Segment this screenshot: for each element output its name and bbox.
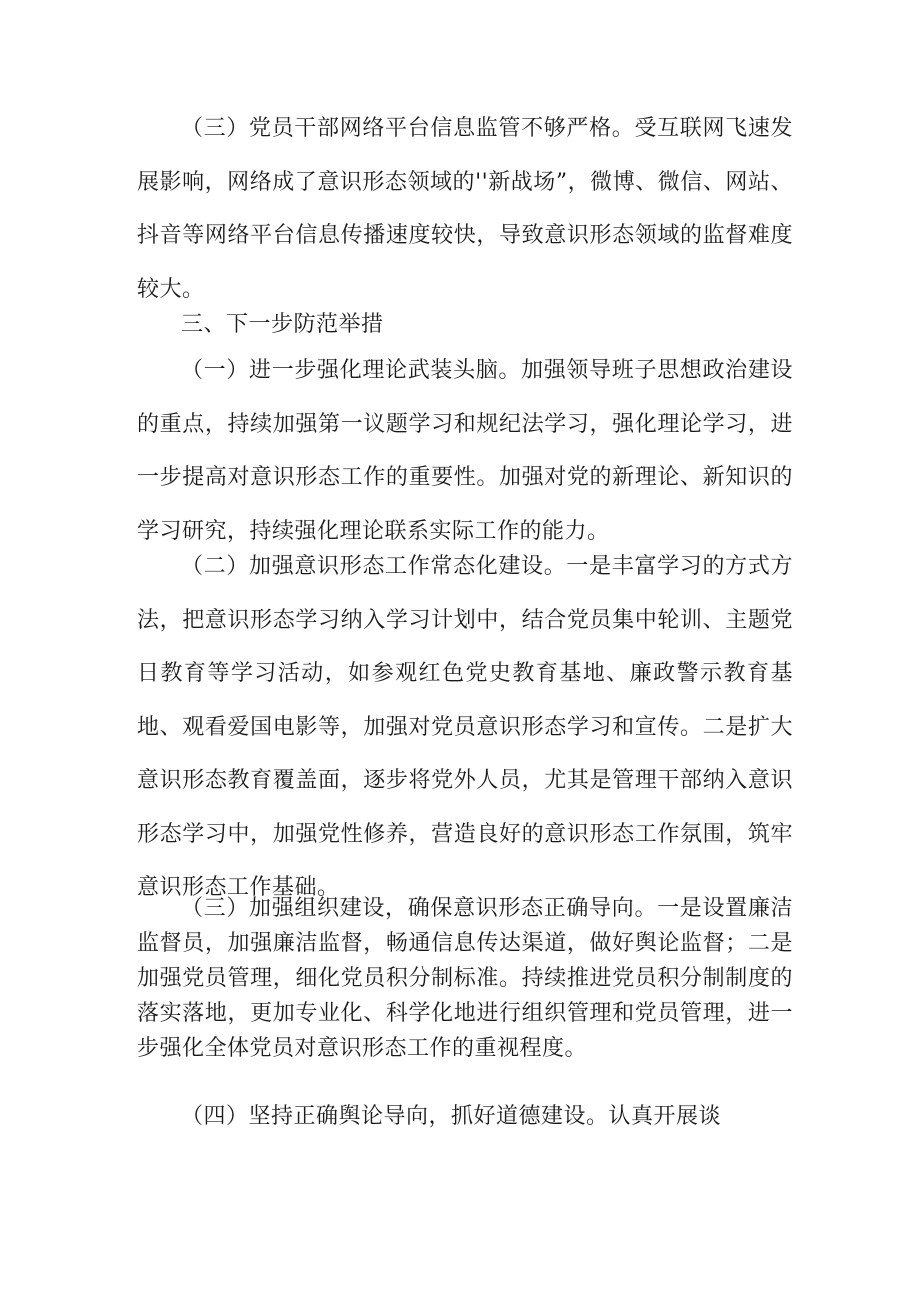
section-heading-next-steps: 三、下一步防范举措 [181, 312, 384, 337]
paragraph-normalization: （二）加强意识形态工作常态化建设。一是丰富学习的方式方法，把意识形态学习纳入学习计划中，结合党员集中轮训、主题党日教育等学习活动，如参观红色党史教育基地、廉政警示教育基地、观看爱国电影等，加强对党员意识形态学习和宣传。二是扩大意识形态教育覆盖面，逐步将党外人员，尤其是管理干部纳入意识形态学习中，加强党性修养，营造良好的意识形态工作氛围，筑牢意识形态工作基础。 [137, 554, 793, 900]
paragraph-theory-study: （一）进一步强化理论武装头脑。加强领导班子思想政治建设的重点，持续加强第一议题学习和规纪法学习，强化理论学习，进一步提高对意识形态工作的重要性。加强对党的新理论、新知识的学习研究，持续强化理论联系实际工作的能力。 [137, 358, 793, 544]
paragraph-organization: （三）加强组织建设，确保意识形态正确导向。一是设置廉洁监督员，加强廉洁监督，畅通信息传达渠道，做好舆论监督；二是加强党员管理，细化党员积分制标准。持续推进党员积分制制度的落实落地，更加专业化、科学化地进行组织管理和党员管理，进一步强化全体党员对意识形态工作的重视程度。 [137, 896, 793, 1061]
paragraph-network-supervision: （三）党员干部网络平台信息监管不够严格。受互联网飞速发展影响，网络成了意识形态领域的''新战场”，微博、微信、网站、抖音等网络平台信息传播速度较快，导致意识形态领域的监督难度较大。 [137, 116, 793, 302]
paragraph-public-opinion: （四）坚持正确舆论导向，抓好道德建设。认真开展谈 [181, 1104, 722, 1129]
